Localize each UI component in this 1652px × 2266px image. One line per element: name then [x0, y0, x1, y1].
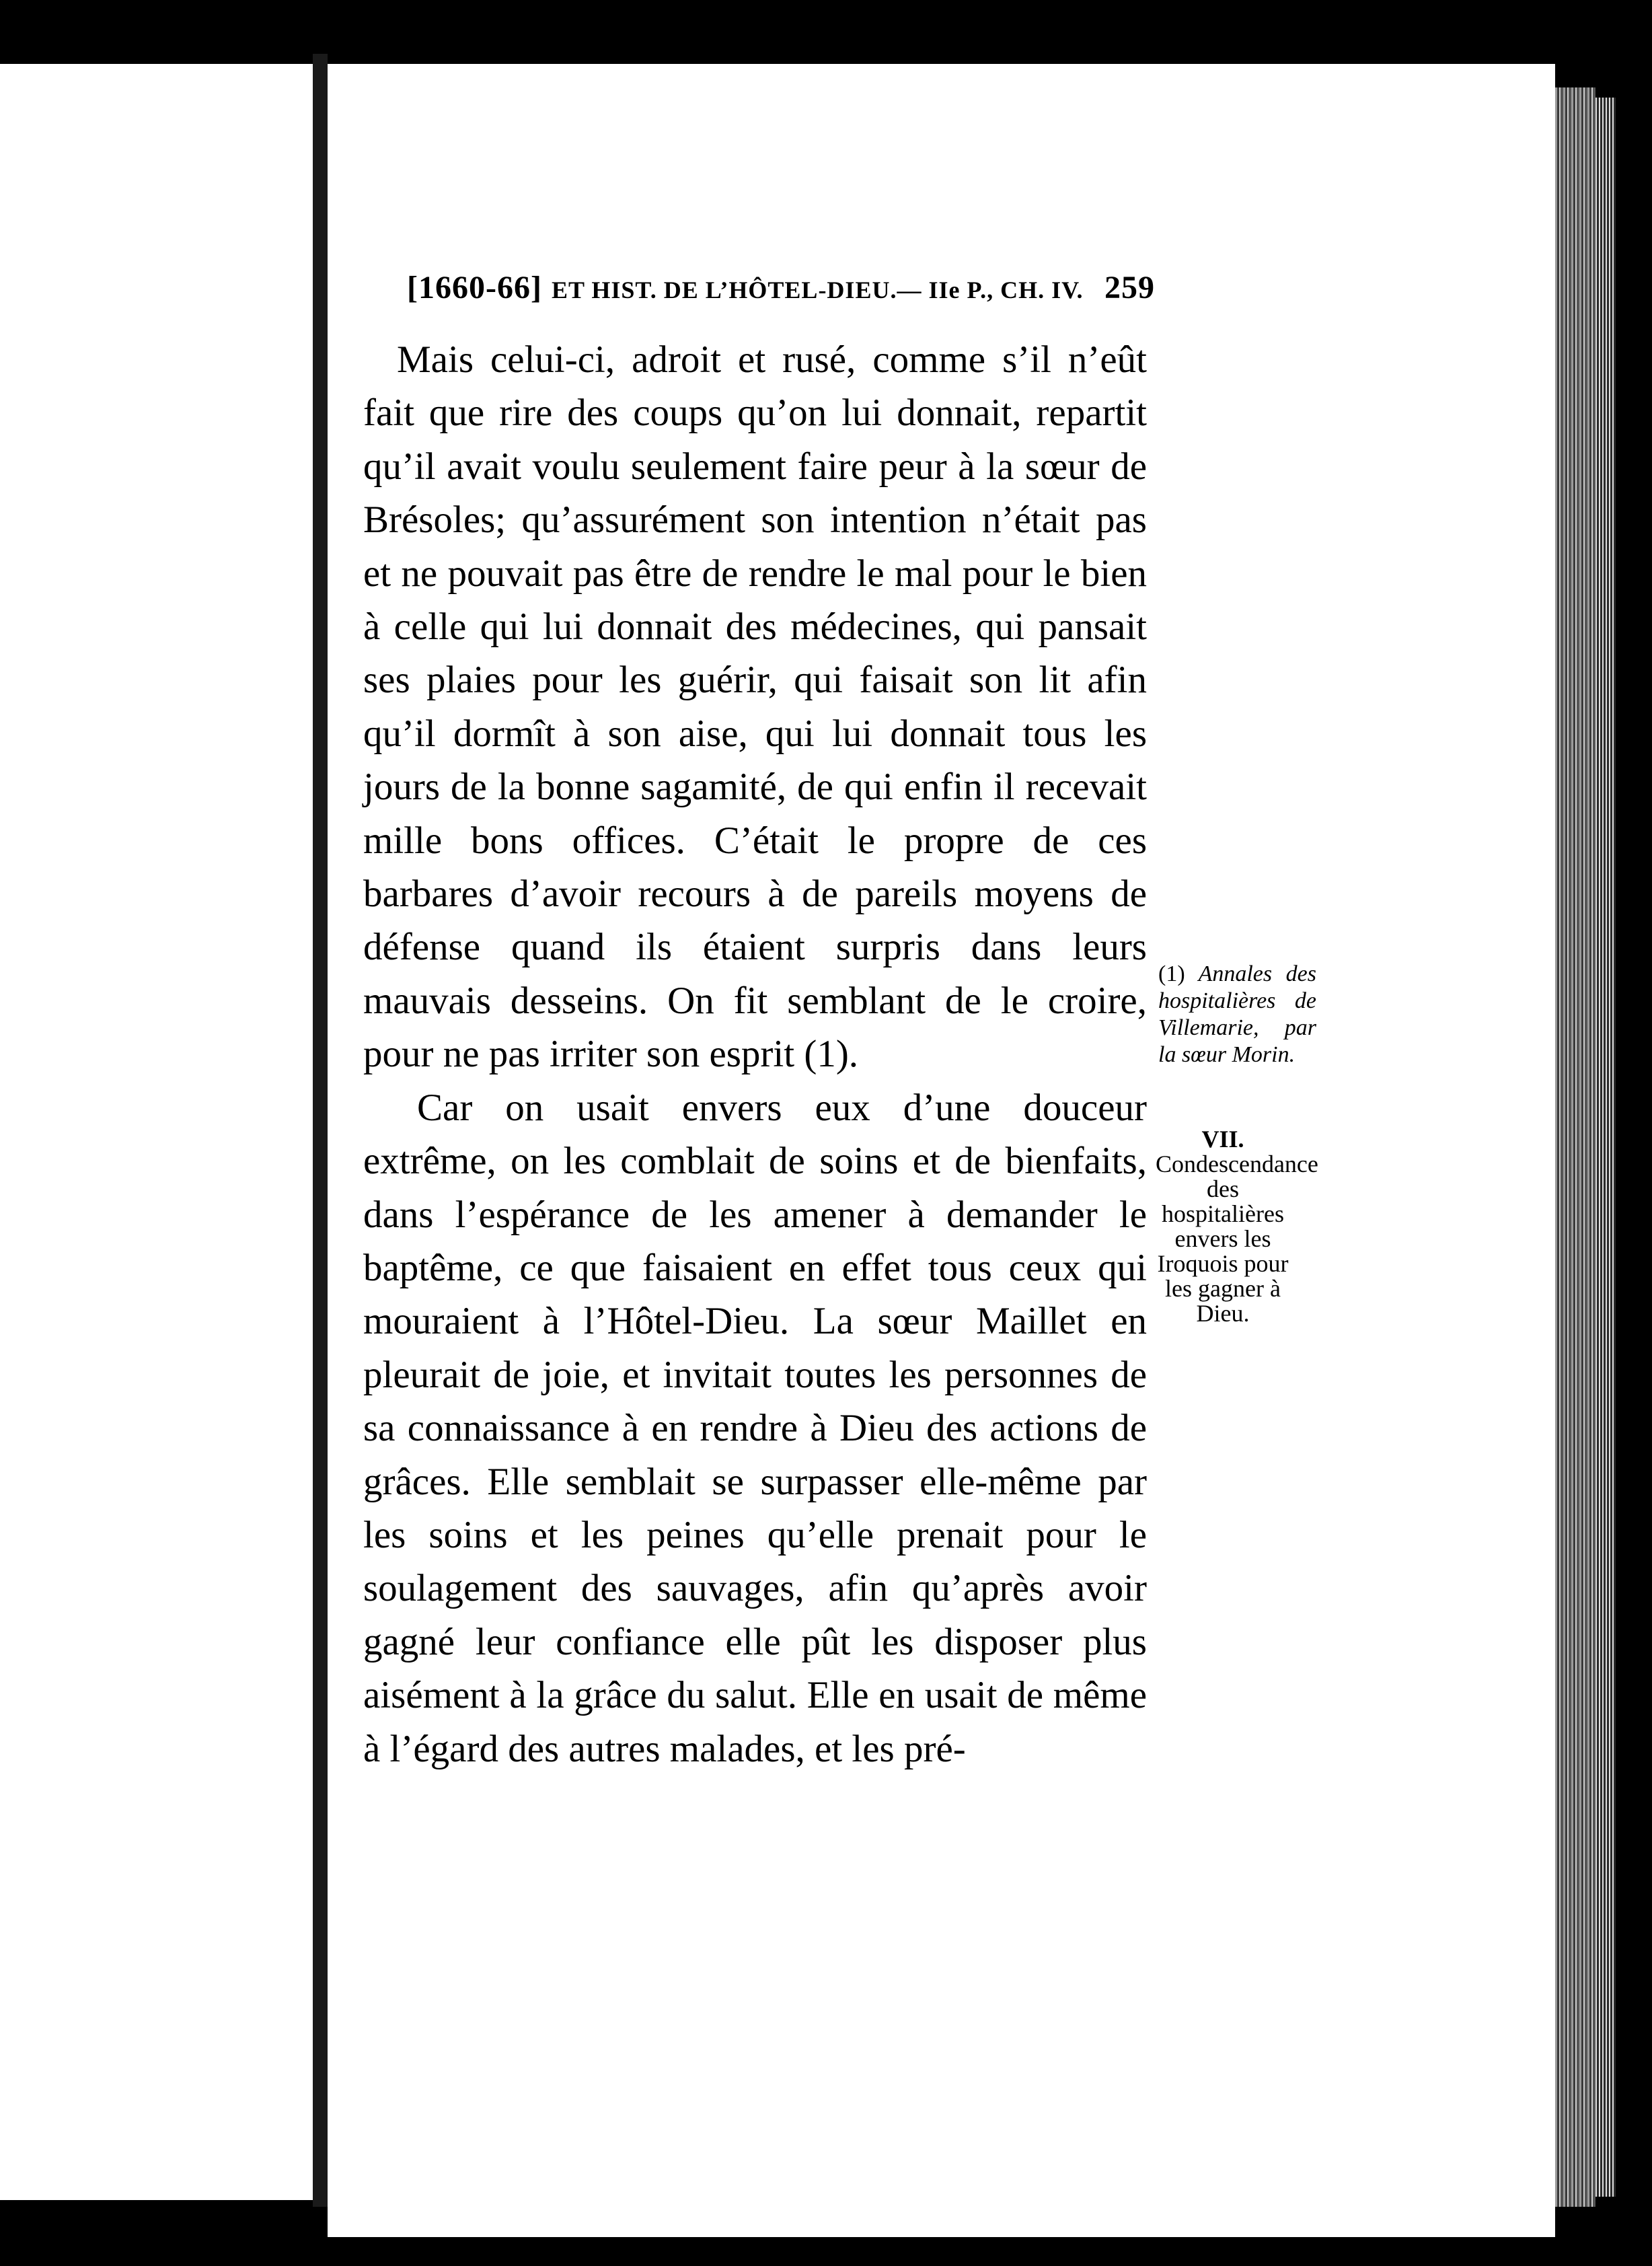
page-edges-outer	[1595, 98, 1616, 2197]
paragraph: Mais celui-ci, adroit et rusé, comme s’il n’eût fait que rire des coups qu’on lui donnait, repartit qu’il avait voulu seulement faire peur à la sœur de Brésoles; qu’assurément son intention n’était pas et ne pouvait pas être de rendre le mal pour le bien à celle qui lui donnait des médecines, qui pansait ses plaies pour les guérir, qui faisait son lit afin qu’il dormît à son aise, qui lui donnait tous les jours de la bonne sagamité, de qui enfin il recevait mille bons offices. C’était le propre de ces barbares d’avoir recours à de pareils moyens de défense quand ils étaient surpris dans leurs mauvais desseins. On fit semblant de le croire, pour ne pas irriter son esprit (1).	[363, 338, 1147, 1076]
book-gutter	[313, 54, 328, 2207]
page-number: 259	[1104, 270, 1155, 305]
page-edges	[1555, 87, 1595, 2207]
margin-side-heading	[1156, 1126, 1318, 1327]
running-header	[407, 269, 1155, 306]
footnote-text: Annales des hospitalières de Villemarie, par la sœur Morin.	[1158, 961, 1316, 1067]
footnote-number: (1)	[1158, 961, 1185, 986]
margin-footnote	[1158, 961, 1316, 1068]
header-running-title: ET HIST. DE L’HÔTEL-DIEU.— IIe P., CH. IV.	[551, 277, 1084, 303]
header-year-range: [1660-66]	[407, 270, 542, 305]
paragraph: Car on usait envers eux d’une douceur extrême, on les comblait de soins et de bienfaits, dans l’espérance de les amener à demander le baptême, ce que faisaient en effet tous ceux qui mouraient à l’Hôtel-Dieu. La sœur Maillet en pleurait de joie, et invitait toutes les personnes de sa connaissance à en rendre à Dieu des actions de grâces. Elle semblait se surpasser elle-même par les soins et les peines qu’elle prenait pour le soulagement des sauvages, afin qu’après avoir gagné leur confiance elle pût les disposer plus aisément à la grâce du salut. Elle en usait de même à l’égard des autres malades, et les pré-	[363, 1086, 1147, 1770]
section-numeral: VII.	[1201, 1126, 1244, 1153]
side-heading-text: Condescendance des hospitalières envers les Iroquois pour les gagner à Dieu.	[1156, 1150, 1318, 1327]
main-text	[363, 333, 1147, 1776]
facing-page	[0, 64, 313, 2200]
